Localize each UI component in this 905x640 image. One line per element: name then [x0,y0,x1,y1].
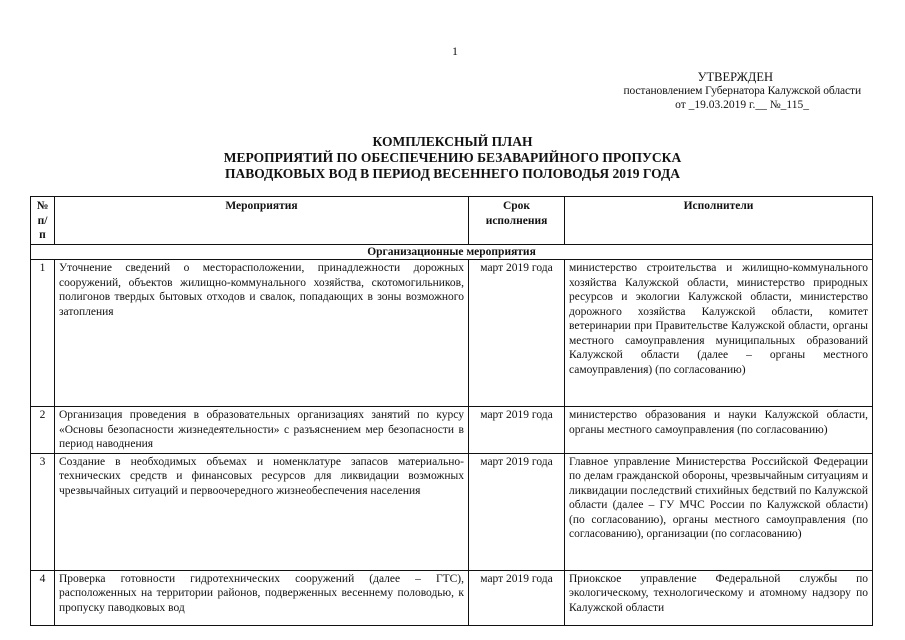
row-executors: Приокское управление Федеральной службы по экологическому, технологическому и атомному надзору по Калужской области [565,570,873,625]
page-number: 1 [452,44,458,58]
table-row [31,453,873,570]
row-activity: Создание в необходимых объемах и номенклатуре запасов материально-технических средств и финансовых ресурсов для ликвидации возможных чрезвычайных ситуаций и первоочередного жизнеобеспечения населения [55,453,469,570]
title-line-1: КОМПЛЕКСНЫЙ ПЛАН [372,134,533,149]
header-activity: Мероприятия [55,197,469,245]
title-line-2: МЕРОПРИЯТИЙ ПО ОБЕСПЕЧЕНИЮ БЕЗАВАРИЙНОГО ПРОПУСКА [223,150,682,165]
section-row [31,244,873,260]
document-title [0,134,905,182]
row-num: 2 [31,407,55,454]
row-term: март 2019 года [469,453,565,570]
header-executors: Исполнители [565,197,873,245]
row-executors: министерство образования и науки Калужской области, органы местного самоуправления (по согласованию) [565,407,873,454]
approval-stamp [623,70,861,112]
approval-decree: постановлением Губернатора Калужской области [623,85,861,97]
row-num: 1 [31,260,55,407]
row-term: март 2019 года [469,407,565,454]
row-executors: министерство строительства и жилищно-коммунального хозяйства Калужской области, министерство природных ресурсов и экологии Калужской области, министерство дорожного хозяйства Калужской области, комитет ветеринарии при Правительстве Калужской области, органы местного самоуправления муниципальных образований Калужской области (далее – органы местного самоуправления) (по согласованию) [565,260,873,407]
title-line-3: ПАВОДКОВЫХ ВОД В ПЕРИОД ВЕСЕННЕГО ПОЛОВОДЬЯ 2019 ГОДА [224,166,681,181]
row-num: 3 [31,453,55,570]
approval-heading: УТВЕРЖДЕН [697,70,773,84]
row-activity: Организация проведения в образовательных организациях занятий по курсу «Основы безопасности жизнедеятельности» с разъяснением мер безопасности в период наводнения [55,407,469,454]
row-num: 4 [31,570,55,625]
row-activity: Уточнение сведений о месторасположении, принадлежности дорожных сооружений, объектов жилищно-коммунального хозяйства, скотомогильников, полигонов твердых бытовых отходов и свалок, попадающих в зоны возможного затопления [55,260,469,407]
row-term: март 2019 года [469,260,565,407]
header-num: № п/п [31,197,55,245]
row-term: март 2019 года [469,570,565,625]
plan-table [30,196,873,626]
table-row [31,570,873,625]
row-activity: Проверка готовности гидротехнических сооружений (далее – ГТС), расположенных на территории районов, подверженных весеннему половодью, к пропуску паводковых вод [55,570,469,625]
section-title: Организационные мероприятия [31,244,873,260]
header-term: Срок исполнения [469,197,565,245]
approval-date-number: от _19.03.2019 г.__ №_115_ [675,99,809,111]
table-row [31,260,873,407]
table-row [31,407,873,454]
row-executors: Главное управление Министерства Российской Федерации по делам гражданской обороны, чрезвычайным ситуациям и ликвидации последствий стихийных бедствий по Калужской области (далее – ГУ МЧС России по Калужской области) (по согласованию), органы местного самоуправления (по согласованию), организации (по согласованию) [565,453,873,570]
table-header-row [31,197,873,245]
